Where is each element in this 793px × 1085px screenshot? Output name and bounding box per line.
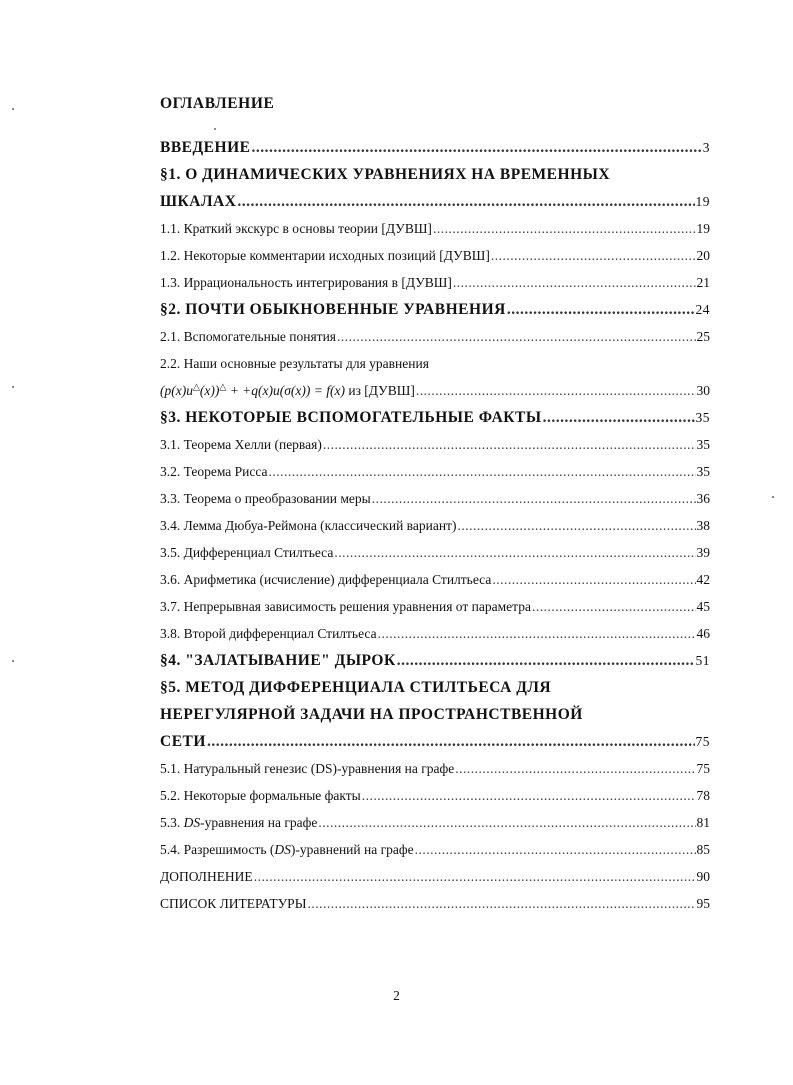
toc-page-number: 35	[696, 437, 710, 452]
toc-entry-ch5-line1[interactable]: §5. МЕТОД ДИФФЕРЕНЦИАЛА СТИЛТЬЕСА ДЛЯ	[160, 679, 552, 696]
dot-leader	[323, 431, 696, 458]
toc-page-number: 85	[696, 842, 710, 857]
toc-entry-5-1[interactable]	[160, 755, 710, 782]
toc-page-number: 90	[696, 869, 710, 884]
formula-tail: из [ДУВШ]	[345, 383, 415, 398]
dot-leader	[416, 377, 696, 404]
toc-page-number: 75	[695, 734, 710, 749]
dot-leader	[207, 728, 695, 755]
dot-leader	[397, 647, 695, 674]
toc-entry-1-2[interactable]	[160, 242, 710, 269]
toc-page-number: 25	[696, 329, 710, 344]
scan-speck	[12, 660, 14, 662]
formula-part: (p(x)u	[160, 383, 193, 398]
dot-leader	[254, 863, 696, 890]
title-prefix: 5.4. Разрешимость (	[160, 842, 275, 857]
dot-leader	[543, 404, 695, 431]
dot-leader	[334, 539, 695, 566]
toc-entry-5-4[interactable]	[160, 836, 710, 863]
toc-page-number: 38	[696, 518, 710, 533]
toc-entry-ch1-line1[interactable]: §1. О ДИНАМИЧЕСКИХ УРАВНЕНИЯХ НА ВРЕМЕННЫХ	[160, 166, 611, 183]
toc-entry-title: 1.3. Иррациональность интегрирования в [ДУВШ]	[160, 275, 452, 290]
page-number: 2	[393, 988, 400, 1003]
dot-leader	[251, 134, 701, 161]
toc-entry-title: 5.2. Некоторые формальные факты	[160, 788, 361, 803]
toc-entry-title: СПИСОК ЛИТЕРАТУРЫ	[160, 896, 307, 911]
toc-entry-title: 3.2. Теорема Рисса	[160, 464, 268, 479]
toc-page-number: 3	[702, 140, 710, 155]
toc-entry-title: 3.6. Арифметика (исчисление) дифференциала Стилтьеса	[160, 572, 492, 587]
toc-page-number: 21	[696, 275, 710, 290]
toc-entry-title: 3.3. Теорема о преобразовании меры	[160, 491, 371, 506]
toc-page-number: 20	[696, 248, 710, 263]
dot-leader	[237, 188, 694, 215]
toc-entry-title: 1.1. Краткий экскурс в основы теории [ДУВШ]	[160, 221, 432, 236]
toc-page-number: 39	[696, 545, 710, 560]
toc-page-number: 46	[696, 626, 710, 641]
toc-entry-ch5[interactable]	[160, 728, 710, 755]
dot-leader	[378, 620, 696, 647]
scan-speck	[772, 496, 774, 498]
delta-superscript: △	[192, 381, 200, 392]
toc-page-number: 78	[696, 788, 710, 803]
toc-page-number: 75	[696, 761, 710, 776]
toc-entry-3-5[interactable]	[160, 539, 710, 566]
toc-entry-title: §2. ПОЧТИ ОБЫКНОВЕННЫЕ УРАВНЕНИЯ	[160, 301, 506, 318]
toc-entry-title: СЕТИ	[160, 733, 206, 750]
toc-entry-title: 3.1. Теорема Хелли (первая)	[160, 437, 322, 452]
toc-entry-intro[interactable]	[160, 134, 710, 161]
toc-entry-ch3[interactable]	[160, 404, 710, 431]
toc-entry-ch1[interactable]	[160, 188, 710, 215]
dot-leader	[337, 323, 695, 350]
delta-superscript: △	[219, 381, 227, 392]
toc-entry-3-2[interactable]	[160, 458, 710, 485]
dot-leader	[362, 782, 696, 809]
dot-leader	[491, 242, 696, 269]
toc-page-number: 42	[696, 572, 710, 587]
toc-entry-3-6[interactable]	[160, 566, 710, 593]
toc-entry-1-1[interactable]	[160, 215, 710, 242]
title-prefix: 5.3.	[160, 815, 184, 830]
page-title: ОГЛАВЛЕНИЕ	[160, 95, 275, 112]
toc-page-number: 19	[695, 194, 710, 209]
toc-entry-title: 3.4. Лемма Дюбуа-Реймона (классический вариант)	[160, 518, 457, 533]
dot-leader	[492, 566, 695, 593]
toc-page-number: 95	[696, 896, 710, 911]
toc-entry-ch5-line2[interactable]: НЕРЕГУЛЯРНОЙ ЗАДАЧИ НА ПРОСТРАНСТВЕННОЙ	[160, 706, 583, 723]
dot-leader	[372, 485, 696, 512]
toc-entry-title: 3.8. Второй дифференциал Стилтьеса	[160, 626, 377, 641]
scan-speck	[214, 128, 216, 130]
toc-page-number: 81	[696, 815, 710, 830]
toc-entry-title: 1.2. Некоторые комментарии исходных позиций [ДУВШ]	[160, 248, 490, 263]
toc-page-number: 45	[696, 599, 710, 614]
toc-entry-title: ВВЕДЕНИЕ	[160, 139, 251, 156]
toc-entry-2-1[interactable]	[160, 323, 710, 350]
toc-entry-title	[160, 809, 317, 836]
toc-entry-title: ШКАЛАХ	[160, 193, 237, 210]
dot-leader	[269, 458, 696, 485]
table-of-contents	[160, 134, 710, 917]
toc-entry-ch2[interactable]	[160, 296, 710, 323]
toc-entry-3-8[interactable]	[160, 620, 710, 647]
formula-part: + +q(x)u(σ(x)) = f(x)	[226, 383, 345, 398]
dot-leader	[453, 269, 696, 296]
toc-entry-title: 2.1. Вспомогательные понятия	[160, 329, 337, 344]
toc-page-number: 36	[696, 491, 710, 506]
toc-entry-3-3[interactable]	[160, 485, 710, 512]
dot-leader	[415, 836, 696, 863]
dot-leader	[532, 593, 696, 620]
ds-italic: DS	[274, 842, 291, 857]
toc-entry-title: 3.7. Непрерывная зависимость решения уравнения от параметра	[160, 599, 531, 614]
toc-page-number: 35	[695, 410, 710, 425]
title-suffix: )-уравнений на графе	[290, 842, 414, 857]
scan-speck	[12, 108, 14, 110]
toc-entry-1-3[interactable]	[160, 269, 710, 296]
formula-part: (x))	[199, 383, 220, 398]
toc-entry-5-3[interactable]	[160, 809, 710, 836]
dot-leader	[318, 809, 695, 836]
toc-entry-3-7[interactable]	[160, 593, 710, 620]
toc-entry-title: ДОПОЛНЕНИЕ	[160, 869, 253, 884]
toc-page-number: 30	[696, 383, 710, 398]
dot-leader	[507, 296, 695, 323]
toc-entry-5-2[interactable]	[160, 782, 710, 809]
dot-leader	[457, 512, 695, 539]
toc-entry-2-2-line1[interactable]: 2.2. Наши основные результаты для уравнения	[160, 356, 429, 371]
ds-italic: DS	[183, 815, 201, 830]
dot-leader	[455, 755, 695, 782]
toc-entry-2-2[interactable]	[160, 377, 710, 404]
toc-entry-references[interactable]	[160, 890, 710, 917]
toc-entry-formula	[160, 377, 415, 404]
toc-entry-title: 5.1. Натуральный генезис (DS)-уравнения на графе	[160, 761, 455, 776]
title-suffix: -уравнения на графе	[200, 815, 318, 830]
toc-page-number: 35	[696, 464, 710, 479]
toc-entry-title: §4. "ЗАЛАТЫВАНИЕ" ДЫРОК	[160, 652, 396, 669]
dot-leader	[307, 890, 695, 917]
toc-entry-3-4[interactable]	[160, 512, 710, 539]
toc-page-number: 24	[695, 302, 710, 317]
toc-entry-3-1[interactable]	[160, 431, 710, 458]
toc-entry-ch4[interactable]	[160, 647, 710, 674]
toc-page-number: 51	[695, 653, 710, 668]
toc-entry-title: 3.5. Дифференциал Стилтьеса	[160, 545, 334, 560]
toc-page-number: 19	[696, 221, 710, 236]
dot-leader	[433, 215, 696, 242]
toc-entry-title: §3. НЕКОТОРЫЕ ВСПОМОГАТЕЛЬНЫЕ ФАКТЫ	[160, 409, 542, 426]
toc-entry-title	[160, 836, 414, 863]
scan-speck	[12, 386, 14, 388]
toc-entry-appendix[interactable]	[160, 863, 710, 890]
